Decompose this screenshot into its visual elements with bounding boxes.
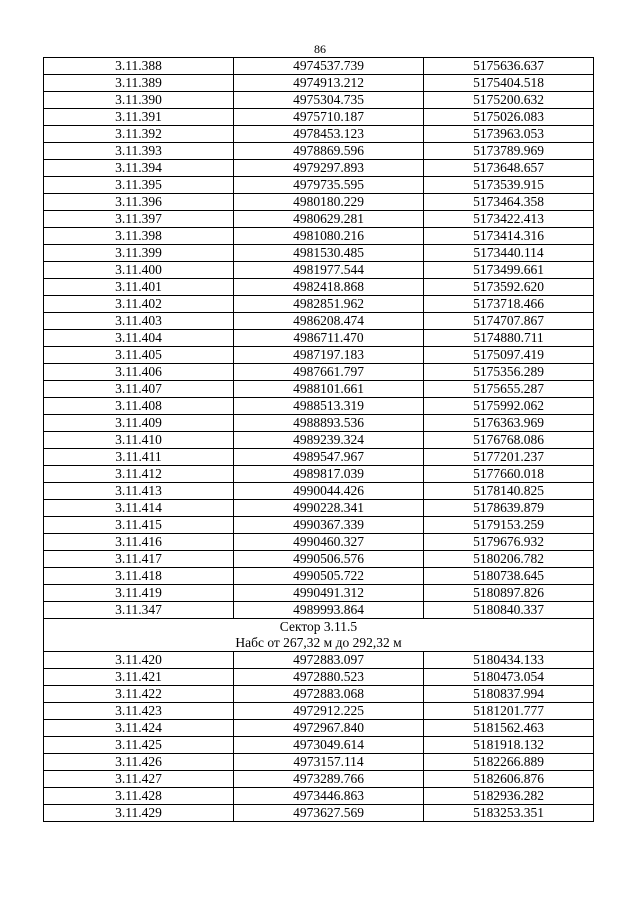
sector-subtitle: Набс от 267,32 м до 292,32 м [235,635,402,650]
table-row [44,703,594,720]
table-row [44,160,594,177]
table-row [44,398,594,415]
point-id-cell: 3.11.406 [44,364,234,381]
y-coordinate-cell: 5182936.282 [424,788,594,805]
x-coordinate-cell: 4974913.212 [234,75,424,92]
x-coordinate-cell: 4988101.661 [234,381,424,398]
y-coordinate-cell: 5174707.867 [424,313,594,330]
table-row [44,585,594,602]
table-row [44,245,594,262]
coordinates-rows-after [44,652,594,822]
point-id-cell: 3.11.415 [44,517,234,534]
y-coordinate-cell: 5182266.889 [424,754,594,771]
x-coordinate-cell: 4990491.312 [234,585,424,602]
point-id-cell: 3.11.407 [44,381,234,398]
x-coordinate-cell: 4973627.569 [234,805,424,822]
y-coordinate-cell: 5180206.782 [424,551,594,568]
point-id-cell: 3.11.420 [44,652,234,669]
table-row [44,602,594,619]
table-row [44,652,594,669]
x-coordinate-cell: 4986208.474 [234,313,424,330]
x-coordinate-cell: 4987661.797 [234,364,424,381]
point-id-cell: 3.11.427 [44,771,234,788]
table-row [44,296,594,313]
y-coordinate-cell: 5180434.133 [424,652,594,669]
table-row [44,466,594,483]
x-coordinate-cell: 4982851.962 [234,296,424,313]
y-coordinate-cell: 5182606.876 [424,771,594,788]
x-coordinate-cell: 4990460.327 [234,534,424,551]
table-row [44,143,594,160]
table-row [44,500,594,517]
x-coordinate-cell: 4975710.187 [234,109,424,126]
coordinates-table [43,57,594,822]
x-coordinate-cell: 4979735.595 [234,177,424,194]
y-coordinate-cell: 5180473.054 [424,669,594,686]
y-coordinate-cell: 5173539.915 [424,177,594,194]
table-row [44,92,594,109]
point-id-cell: 3.11.416 [44,534,234,551]
x-coordinate-cell: 4989547.967 [234,449,424,466]
y-coordinate-cell: 5180840.337 [424,602,594,619]
x-coordinate-cell: 4986711.470 [234,330,424,347]
y-coordinate-cell: 5178639.879 [424,500,594,517]
table-row [44,568,594,585]
x-coordinate-cell: 4972883.068 [234,686,424,703]
point-id-cell: 3.11.397 [44,211,234,228]
point-id-cell: 3.11.402 [44,296,234,313]
table-row [44,517,594,534]
y-coordinate-cell: 5177660.018 [424,466,594,483]
x-coordinate-cell: 4981080.216 [234,228,424,245]
x-coordinate-cell: 4989817.039 [234,466,424,483]
y-coordinate-cell: 5175404.518 [424,75,594,92]
point-id-cell: 3.11.403 [44,313,234,330]
y-coordinate-cell: 5173648.657 [424,160,594,177]
x-coordinate-cell: 4978869.596 [234,143,424,160]
x-coordinate-cell: 4973049.614 [234,737,424,754]
table-row [44,313,594,330]
point-id-cell: 3.11.428 [44,788,234,805]
x-coordinate-cell: 4981977.544 [234,262,424,279]
y-coordinate-cell: 5179153.259 [424,517,594,534]
x-coordinate-cell: 4990505.722 [234,568,424,585]
point-id-cell: 3.11.391 [44,109,234,126]
point-id-cell: 3.11.424 [44,720,234,737]
x-coordinate-cell: 4975304.735 [234,92,424,109]
x-coordinate-cell: 4972880.523 [234,669,424,686]
table-row [44,109,594,126]
table-row [44,347,594,364]
y-coordinate-cell: 5180897.826 [424,585,594,602]
point-id-cell: 3.11.399 [44,245,234,262]
table-row [44,432,594,449]
y-coordinate-cell: 5176363.969 [424,415,594,432]
table-row [44,279,594,296]
table-row [44,449,594,466]
table-row [44,177,594,194]
x-coordinate-cell: 4973157.114 [234,754,424,771]
y-coordinate-cell: 5175097.419 [424,347,594,364]
y-coordinate-cell: 5174880.711 [424,330,594,347]
point-id-cell: 3.11.393 [44,143,234,160]
table-row [44,551,594,568]
point-id-cell: 3.11.394 [44,160,234,177]
y-coordinate-cell: 5173414.316 [424,228,594,245]
x-coordinate-cell: 4988893.536 [234,415,424,432]
point-id-cell: 3.11.409 [44,415,234,432]
y-coordinate-cell: 5183253.351 [424,805,594,822]
y-coordinate-cell: 5180837.994 [424,686,594,703]
y-coordinate-cell: 5173422.413 [424,211,594,228]
point-id-cell: 3.11.411 [44,449,234,466]
point-id-cell: 3.11.421 [44,669,234,686]
y-coordinate-cell: 5181918.132 [424,737,594,754]
table-row [44,754,594,771]
y-coordinate-cell: 5173499.661 [424,262,594,279]
point-id-cell: 3.11.425 [44,737,234,754]
table-row [44,483,594,500]
y-coordinate-cell: 5178140.825 [424,483,594,500]
y-coordinate-cell: 5175992.062 [424,398,594,415]
y-coordinate-cell: 5173464.358 [424,194,594,211]
point-id-cell: 3.11.388 [44,58,234,75]
point-id-cell: 3.11.404 [44,330,234,347]
y-coordinate-cell: 5175655.287 [424,381,594,398]
y-coordinate-cell: 5179676.932 [424,534,594,551]
x-coordinate-cell: 4990044.426 [234,483,424,500]
point-id-cell: 3.11.400 [44,262,234,279]
table-row [44,686,594,703]
table-row [44,788,594,805]
x-coordinate-cell: 4972912.225 [234,703,424,720]
table-row [44,720,594,737]
point-id-cell: 3.11.414 [44,500,234,517]
sector-row [44,619,594,652]
table-row [44,262,594,279]
table-row [44,415,594,432]
table-row [44,58,594,75]
point-id-cell: 3.11.396 [44,194,234,211]
table-row [44,194,594,211]
x-coordinate-cell: 4980629.281 [234,211,424,228]
x-coordinate-cell: 4973446.863 [234,788,424,805]
page-number: 86 [314,42,326,56]
sector-cell [44,619,594,652]
x-coordinate-cell: 4980180.229 [234,194,424,211]
point-id-cell: 3.11.412 [44,466,234,483]
point-id-cell: 3.11.395 [44,177,234,194]
sector-header [44,619,594,652]
point-id-cell: 3.11.426 [44,754,234,771]
x-coordinate-cell: 4990367.339 [234,517,424,534]
y-coordinate-cell: 5173440.114 [424,245,594,262]
y-coordinate-cell: 5177201.237 [424,449,594,466]
y-coordinate-cell: 5175636.637 [424,58,594,75]
table-row [44,228,594,245]
x-coordinate-cell: 4981530.485 [234,245,424,262]
table-row [44,330,594,347]
table-row [44,669,594,686]
table-row [44,211,594,228]
point-id-cell: 3.11.417 [44,551,234,568]
table-row [44,364,594,381]
x-coordinate-cell: 4972883.097 [234,652,424,669]
y-coordinate-cell: 5173592.620 [424,279,594,296]
y-coordinate-cell: 5175200.632 [424,92,594,109]
table-row [44,534,594,551]
table-row [44,771,594,788]
table-row [44,75,594,92]
table-row [44,805,594,822]
x-coordinate-cell: 4990506.576 [234,551,424,568]
x-coordinate-cell: 4989239.324 [234,432,424,449]
y-coordinate-cell: 5175026.083 [424,109,594,126]
point-id-cell: 3.11.423 [44,703,234,720]
x-coordinate-cell: 4979297.893 [234,160,424,177]
x-coordinate-cell: 4990228.341 [234,500,424,517]
y-coordinate-cell: 5173789.969 [424,143,594,160]
x-coordinate-cell: 4978453.123 [234,126,424,143]
point-id-cell: 3.11.418 [44,568,234,585]
y-coordinate-cell: 5173718.466 [424,296,594,313]
point-id-cell: 3.11.392 [44,126,234,143]
coordinates-rows-before [44,58,594,619]
table-row [44,381,594,398]
point-id-cell: 3.11.401 [44,279,234,296]
point-id-cell: 3.11.347 [44,602,234,619]
point-id-cell: 3.11.422 [44,686,234,703]
table-row [44,737,594,754]
sector-title: Сектор 3.11.5 [279,619,358,634]
point-id-cell: 3.11.410 [44,432,234,449]
point-id-cell: 3.11.429 [44,805,234,822]
table-row [44,126,594,143]
x-coordinate-cell: 4989993.864 [234,602,424,619]
y-coordinate-cell: 5181201.777 [424,703,594,720]
x-coordinate-cell: 4972967.840 [234,720,424,737]
point-id-cell: 3.11.389 [44,75,234,92]
y-coordinate-cell: 5180738.645 [424,568,594,585]
y-coordinate-cell: 5181562.463 [424,720,594,737]
x-coordinate-cell: 4973289.766 [234,771,424,788]
point-id-cell: 3.11.390 [44,92,234,109]
x-coordinate-cell: 4974537.739 [234,58,424,75]
point-id-cell: 3.11.413 [44,483,234,500]
x-coordinate-cell: 4987197.183 [234,347,424,364]
point-id-cell: 3.11.408 [44,398,234,415]
x-coordinate-cell: 4982418.868 [234,279,424,296]
x-coordinate-cell: 4988513.319 [234,398,424,415]
point-id-cell: 3.11.405 [44,347,234,364]
point-id-cell: 3.11.419 [44,585,234,602]
point-id-cell: 3.11.398 [44,228,234,245]
y-coordinate-cell: 5176768.086 [424,432,594,449]
y-coordinate-cell: 5173963.053 [424,126,594,143]
y-coordinate-cell: 5175356.289 [424,364,594,381]
